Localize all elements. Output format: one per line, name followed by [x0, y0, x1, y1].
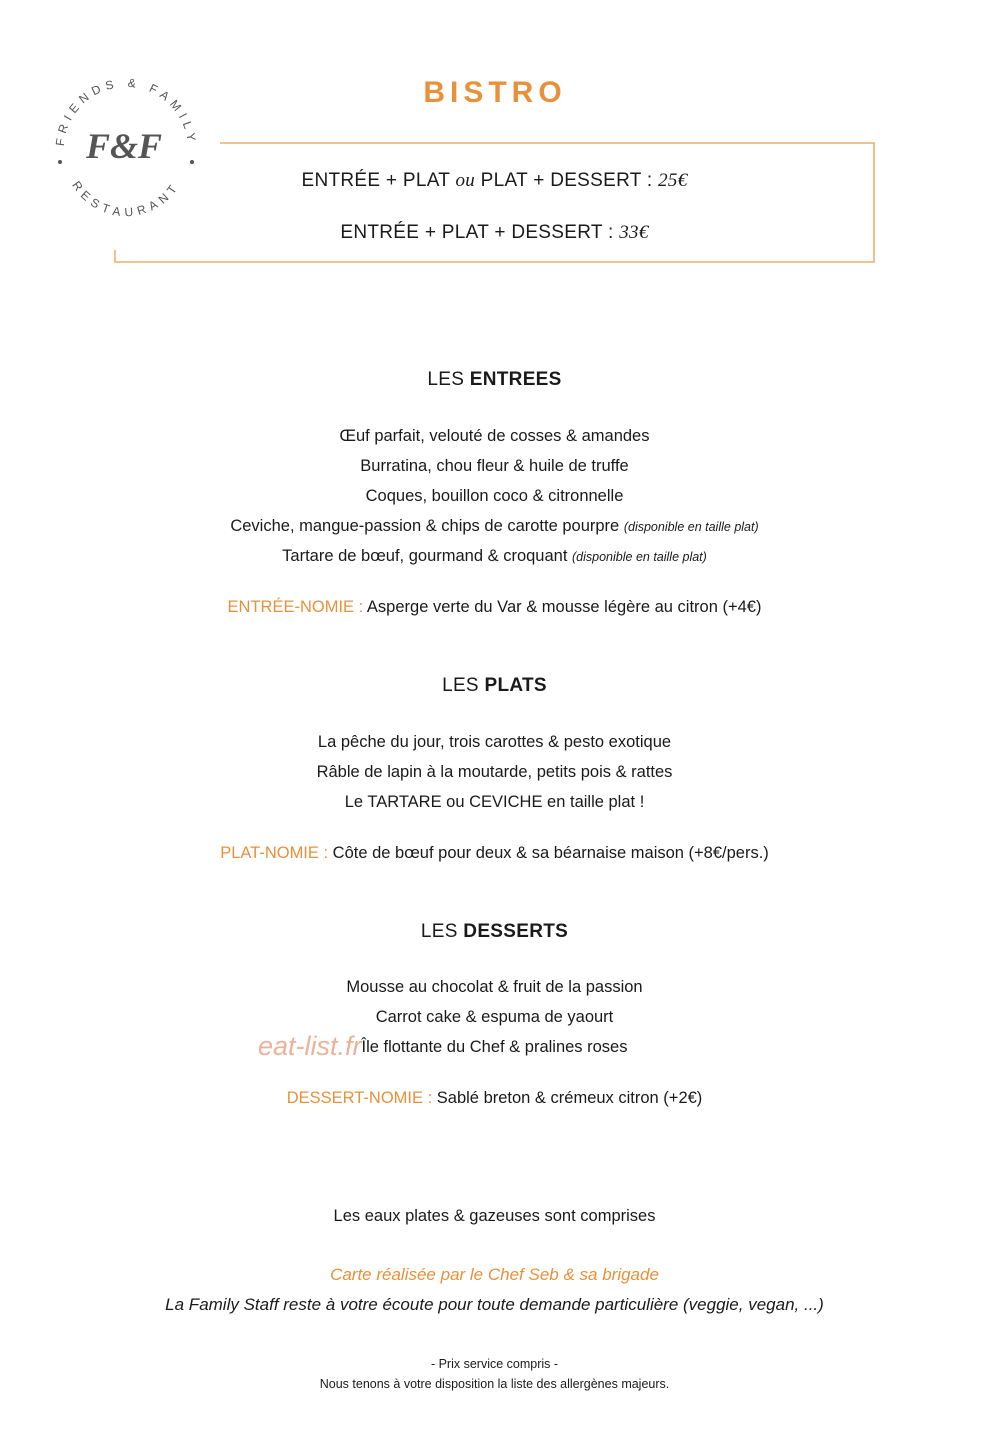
section-title-strong: DESSERTS: [463, 921, 569, 942]
menu-item: Œuf parfait, velouté de cosses & amandes: [339, 427, 650, 445]
water-note: Les eaux plates & gazeuses sont comprises: [333, 1207, 656, 1225]
logo-top-text: FRIENDS & FAMILY: [52, 75, 200, 147]
special-tag: DESSERT-NOMIE :: [286, 1089, 433, 1107]
menu-item: Mousse au chocolat & fruit de la passion: [346, 978, 643, 996]
section-title-prefix: LES: [420, 921, 458, 942]
page-title: BISTRO: [423, 76, 567, 109]
special-entree: [0, 598, 989, 617]
special-tag: ENTRÉE-NOMIE :: [227, 598, 364, 616]
section-title-entrees: [0, 369, 989, 391]
chef-note: Carte réalisée par le Chef Seb & sa brigade: [330, 1265, 659, 1284]
service-note: - Prix service compris -: [430, 1357, 559, 1371]
menu-item: Ceviche, mangue-passion & chips de carotte pourpre (disponible en taille plat): [230, 517, 759, 535]
allergens-note: Nous tenons à votre disposition la liste des allergènes majeurs.: [319, 1377, 670, 1391]
section-title-prefix: LES: [442, 675, 479, 696]
formula-1-price: 25€: [658, 170, 688, 191]
formula-2-price: 33€: [619, 222, 649, 243]
staff-note: La Family Staff reste à votre écoute pour toute demande particulière (veggie, vegan, ...): [165, 1295, 824, 1314]
special-text: Sablé breton & crémeux citron (+2€): [436, 1089, 703, 1107]
section-title-prefix: LES: [427, 369, 465, 390]
formula-1: [0, 170, 989, 192]
section-title-plats: [0, 675, 989, 697]
formula-2: [0, 222, 989, 244]
logo-monogram: F&F: [85, 126, 163, 166]
special-text: Asperge verte du Var & mousse légère au citron (+4€): [366, 598, 762, 616]
section-title-desserts: [0, 921, 989, 943]
menu-item: Le TARTARE ou CEVICHE en taille plat !: [344, 793, 645, 811]
formula-box: [114, 142, 874, 262]
special-dessert: [0, 1089, 989, 1108]
formula-1-ou: ou: [455, 170, 476, 191]
formula-1-suffix: PLAT + DESSERT :: [480, 170, 653, 191]
formula-1-prefix: ENTRÉE + PLAT: [301, 170, 450, 191]
menu-item: Râble de lapin à la moutarde, petits pois & rattes: [316, 763, 673, 781]
item-note: (disponible en taille plat): [623, 520, 759, 534]
special-text: Côte de bœuf pour deux & sa béarnaise maison (+8€/pers.): [332, 844, 769, 862]
item-note: (disponible en taille plat): [572, 550, 707, 564]
section-title-strong: PLATS: [484, 675, 547, 696]
special-tag: PLAT-NOMIE :: [220, 844, 329, 862]
special-plat: [0, 844, 989, 863]
menu-item: La pêche du jour, trois carottes & pesto exotique: [317, 733, 672, 751]
logo-bottom-text: RESTAURANT: [69, 178, 183, 220]
menu-item: Carrot cake & espuma de yaourt: [375, 1008, 614, 1026]
menu-item: Burratina, chou fleur & huile de truffe: [360, 457, 629, 475]
menu-item: Coques, bouillon coco & citronnelle: [365, 487, 624, 505]
menu-item: Tartare de bœuf, gourmand & croquant (disponible en taille plat): [282, 547, 707, 565]
menu-item: Île flottante du Chef & pralines roses: [361, 1038, 628, 1056]
watermark: eat-list.fr: [258, 1031, 362, 1061]
formula-2-text: ENTRÉE + PLAT + DESSERT :: [340, 222, 614, 243]
section-title-strong: ENTREES: [469, 369, 562, 390]
